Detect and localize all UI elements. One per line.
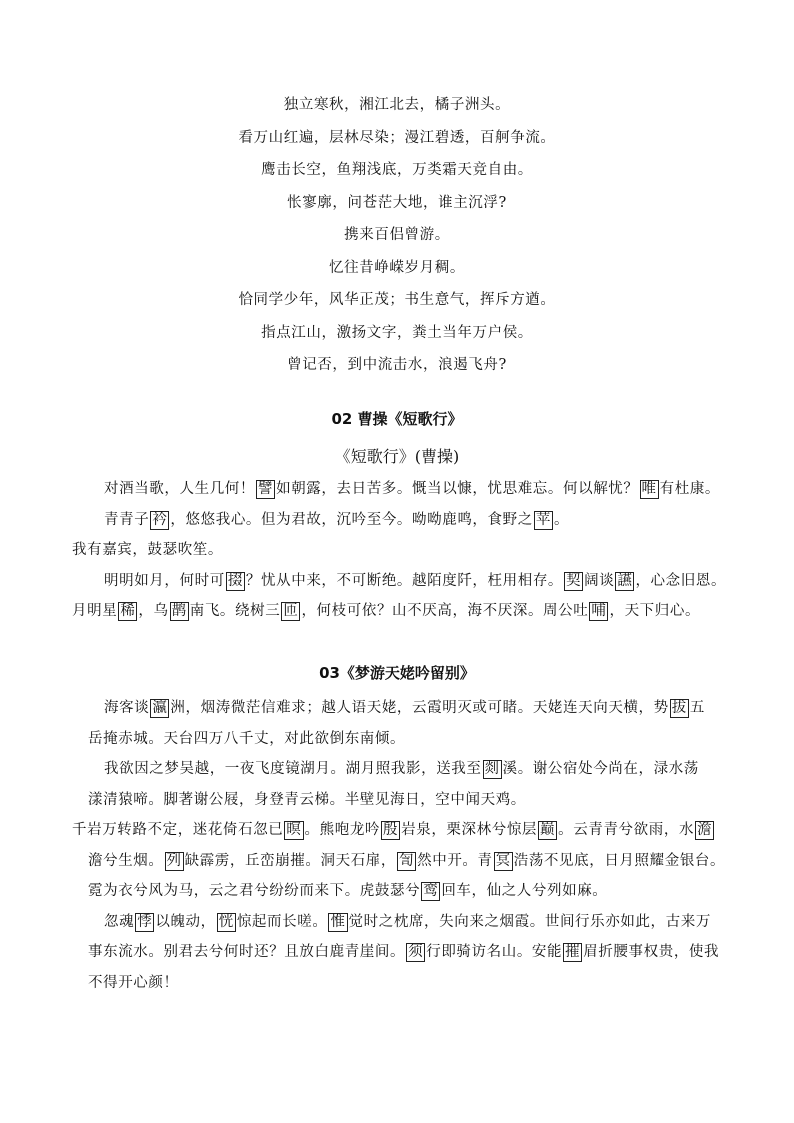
text-segment: 如朝露，去日苦多。慨当以慷，忧思难忘。何以解忧？ bbox=[276, 481, 639, 497]
boxed-character: 匝 bbox=[283, 603, 299, 619]
boxed-character: 譬 bbox=[258, 481, 274, 497]
text-segment: 月明星 bbox=[72, 603, 118, 619]
poem-line: 携来百侣曾游。 bbox=[344, 227, 450, 243]
boxed-character: 巅 bbox=[540, 822, 556, 838]
section-heading-02: 02 曹操《短歌行》 bbox=[331, 410, 463, 428]
boxed-character: 契 bbox=[566, 572, 582, 589]
boxed-character: 唯 bbox=[641, 481, 657, 497]
boxed-character: 剡 bbox=[484, 761, 500, 777]
poem-mengyou-tianmu bbox=[72, 695, 728, 1000]
text-segment: 眉折腰事权贵，使我 bbox=[583, 944, 720, 960]
text-segment: 霓为衣兮风为马，云之君兮纷纷而来下。虎鼓瑟兮 bbox=[88, 883, 421, 899]
boxed-character: 冥 bbox=[495, 852, 511, 869]
text-segment: 忽魂 bbox=[104, 913, 135, 930]
boxed-character: 掇 bbox=[227, 572, 243, 589]
text-segment: ，乌 bbox=[138, 603, 169, 619]
text-line bbox=[72, 817, 728, 848]
text-segment: 我欲因之梦吴越，一夜飞度镜湖月。湖月照我影，送我至 bbox=[104, 761, 482, 777]
section-heading-03: 03《梦游天姥吟留别》 bbox=[319, 664, 475, 682]
boxed-character: 拔 bbox=[671, 700, 687, 716]
text-line bbox=[88, 726, 728, 757]
boxed-character: 苹 bbox=[535, 511, 551, 528]
boxed-character: 须 bbox=[408, 944, 424, 960]
text-segment: 缺霹雳，丘峦崩摧。洞天石扉， bbox=[184, 852, 397, 869]
text-line bbox=[88, 568, 728, 599]
section-subtitle-02: 《短歌行》(曹操) bbox=[334, 447, 460, 466]
text-line bbox=[88, 970, 728, 1001]
text-segment: ？忧从中来，不可断绝。越陌度阡，枉用相存。 bbox=[245, 572, 564, 589]
poem-line: 独立寒秋，湘江北去，橘子洲头。 bbox=[283, 97, 511, 113]
boxed-character: 悸 bbox=[137, 913, 153, 930]
text-segment: 澹兮生烟。 bbox=[88, 852, 164, 869]
text-segment: 明明如月，何时可 bbox=[104, 572, 225, 589]
text-segment: ，心念旧恩。 bbox=[635, 572, 727, 589]
poem-line: 看万山红遍，层林尽染；漫江碧透，百舸争流。 bbox=[238, 129, 556, 146]
text-segment: 不得开心颜！ bbox=[88, 974, 179, 991]
poem-line: 怅寥廓，问苍茫大地，谁主沉浮? bbox=[287, 194, 507, 211]
text-line bbox=[88, 695, 728, 726]
boxed-character: 澹 bbox=[697, 822, 713, 838]
text-line bbox=[72, 537, 728, 568]
text-segment: 行即骑访名山。安能 bbox=[426, 944, 563, 960]
boxed-character: 鹊 bbox=[171, 603, 187, 619]
boxed-character: 列 bbox=[166, 852, 182, 869]
boxed-character: 暝 bbox=[286, 822, 302, 838]
poem-line: 忆往昔峥嵘岁月稠。 bbox=[329, 259, 465, 276]
text-segment: 有杜康。 bbox=[659, 481, 721, 497]
boxed-character: 讌 bbox=[617, 572, 633, 589]
text-line bbox=[88, 939, 728, 970]
text-segment: 以魄动， bbox=[155, 913, 216, 930]
poem-qinyuanchun bbox=[0, 92, 794, 385]
text-segment: 惊起而长嗟。 bbox=[236, 913, 328, 930]
boxed-character: 惟 bbox=[330, 913, 346, 930]
boxed-character: 訇 bbox=[399, 852, 415, 869]
poem-line: 指点江山，激扬文字，粪土当年万户侯。 bbox=[261, 324, 533, 341]
text-segment: 青青子 bbox=[104, 511, 150, 528]
text-segment: 回车，仙之人兮列如麻。 bbox=[441, 883, 608, 899]
boxed-character: 恍 bbox=[218, 913, 234, 930]
boxed-character: 瀛 bbox=[152, 700, 168, 716]
text-segment: 阔谈 bbox=[584, 572, 615, 589]
text-segment: 。云青青兮欲雨，水 bbox=[558, 822, 695, 838]
text-segment: 洲，烟涛微茫信难求；越人语天姥，云霞明灭或可睹。天姥连天向天横，势 bbox=[170, 700, 669, 716]
text-segment: 海客谈 bbox=[104, 700, 150, 716]
text-line bbox=[88, 909, 728, 940]
text-line bbox=[72, 598, 728, 629]
boxed-character: 鸾 bbox=[423, 883, 439, 899]
boxed-character: 稀 bbox=[120, 603, 136, 619]
text-segment: 浩荡不见底，日月照耀金银台。 bbox=[513, 852, 726, 869]
text-line bbox=[88, 878, 728, 909]
text-segment: 岳掩赤城。天台四万八千丈，对此欲倒东南倾。 bbox=[88, 730, 406, 747]
text-segment: ，悠悠我心。但为君故，沉吟至今。呦呦鹿鸣，食野之 bbox=[170, 511, 533, 528]
boxed-character: 衿 bbox=[152, 511, 168, 528]
text-segment: 然中开。青 bbox=[417, 852, 493, 869]
poem-line: 曾记否，到中流击水，浪遏飞舟? bbox=[287, 357, 507, 373]
boxed-character: 摧 bbox=[565, 944, 581, 960]
boxed-character: 哺 bbox=[591, 603, 607, 619]
text-segment: ，天下归心。 bbox=[609, 603, 701, 619]
text-segment: 南飞。绕树三 bbox=[189, 603, 281, 619]
text-line bbox=[88, 787, 728, 818]
text-segment: ，何枝可依？山不厌高，海不厌深。周公吐 bbox=[301, 603, 589, 619]
text-segment: 。熊咆龙吟 bbox=[304, 822, 381, 838]
text-segment: 。 bbox=[553, 511, 570, 528]
boxed-character: 殷 bbox=[383, 822, 399, 838]
text-segment: 漾清猿啼。脚著谢公屐，身登青云梯。半壁见海日，空中闻天鸡。 bbox=[88, 791, 526, 808]
text-segment: 千岩万转路不定，迷花倚石忽已 bbox=[72, 822, 284, 838]
text-segment: 事东流水。别君去兮何时还？且放白鹿青崖间。 bbox=[88, 944, 406, 960]
text-segment: 对酒当歌，人生几何！ bbox=[104, 481, 255, 497]
text-line bbox=[88, 476, 728, 507]
text-segment: 我有嘉宾，鼓瑟吹笙。 bbox=[72, 542, 223, 558]
text-segment: 岩泉，栗深林兮惊层 bbox=[401, 822, 538, 838]
text-line bbox=[88, 848, 728, 879]
text-line bbox=[88, 756, 728, 787]
text-segment: 五 bbox=[689, 700, 705, 716]
poem-line: 恰同学少年，风华正茂；书生意气，挥斥方遒。 bbox=[238, 292, 556, 308]
text-segment: 觉时之枕席，失向来之烟霞。世间行乐亦如此，古来万 bbox=[348, 913, 711, 930]
text-line bbox=[88, 507, 728, 538]
text-segment: 溪。谢公宿处今尚在，渌水荡 bbox=[502, 761, 699, 777]
poem-duangexing bbox=[72, 476, 728, 629]
poem-line: 鹰击长空，鱼翔浅底，万类霜天竞自由。 bbox=[261, 162, 533, 178]
